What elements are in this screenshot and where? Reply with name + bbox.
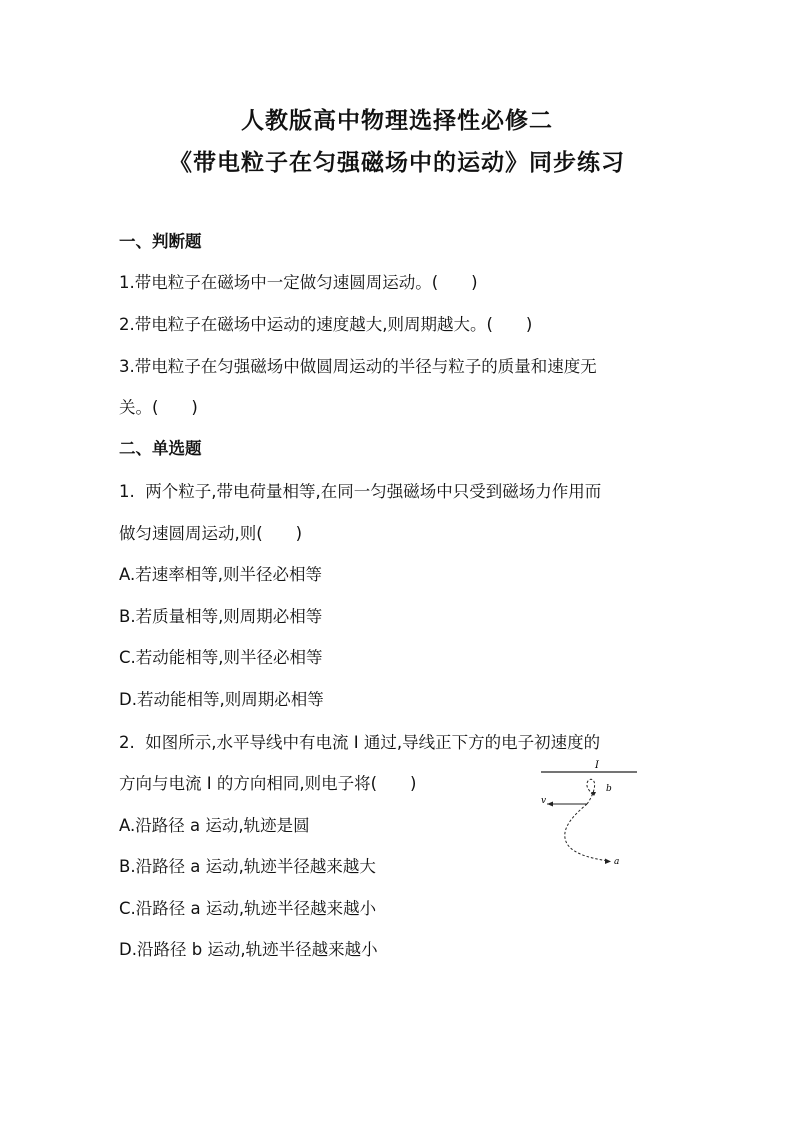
page-title-line1: 人教版高中物理选择性必修二 (241, 107, 553, 134)
section2-heading: 二、单选题 (119, 439, 202, 458)
page-title-line2: 《带电粒子在匀强磁场中的运动》同步练习 (169, 149, 625, 176)
judge-item-2: 2.带电粒子在磁场中运动的速度越大,则周期越大。( ) (119, 315, 533, 334)
q2-option-d: D.沿路径 b 运动,轨迹半径越来越小 (119, 940, 378, 959)
velocity-label: v (541, 796, 547, 806)
q2-option-a: A.沿路径 a 运动,轨迹是圆 (119, 816, 310, 835)
judge-item-3-line2: 关。( ) (119, 398, 198, 417)
path-b-curve (587, 779, 595, 804)
q1-stem-line2: 做匀速圆周运动,则( ) (119, 524, 303, 543)
velocity-arrowhead (547, 802, 553, 807)
path-a-arrowhead (605, 859, 611, 865)
q1-stem-line1: 1. 两个粒子,带电荷量相等,在同一匀强磁场中只受到磁场力作用而 (119, 482, 602, 501)
q2-option-c: C.沿路径 a 运动,轨迹半径越来越小 (119, 899, 377, 918)
q1-option-a: A.若速率相等,则半径必相等 (119, 565, 322, 584)
q2-stem-line2: 方向与电流 I 的方向相同,则电子将( ) (119, 774, 417, 793)
judge-item-3-line1: 3.带电粒子在匀强磁场中做圆周运动的半径与粒子的质量和速度无 (119, 357, 597, 376)
q1-option-b: B.若质量相等,则周期必相等 (119, 607, 323, 626)
current-label: I (595, 760, 599, 771)
wire-electron-figure (535, 758, 645, 876)
path-b-label: b (606, 784, 612, 794)
q2-stem-line1: 2. 如图所示,水平导线中有电流 I 通过,导线正下方的电子初速度的 (119, 733, 601, 752)
q1-option-c: C.若动能相等,则半径必相等 (119, 648, 323, 667)
q2-option-b: B.沿路径 a 运动,轨迹半径越来越大 (119, 857, 376, 876)
path-a-label: a (614, 857, 620, 867)
q1-option-d: D.若动能相等,则周期必相等 (119, 690, 324, 709)
path-a-curve (565, 804, 609, 861)
judge-item-1: 1.带电粒子在磁场中一定做匀速圆周运动。( ) (119, 273, 478, 292)
section1-heading: 一、判断题 (119, 232, 202, 251)
